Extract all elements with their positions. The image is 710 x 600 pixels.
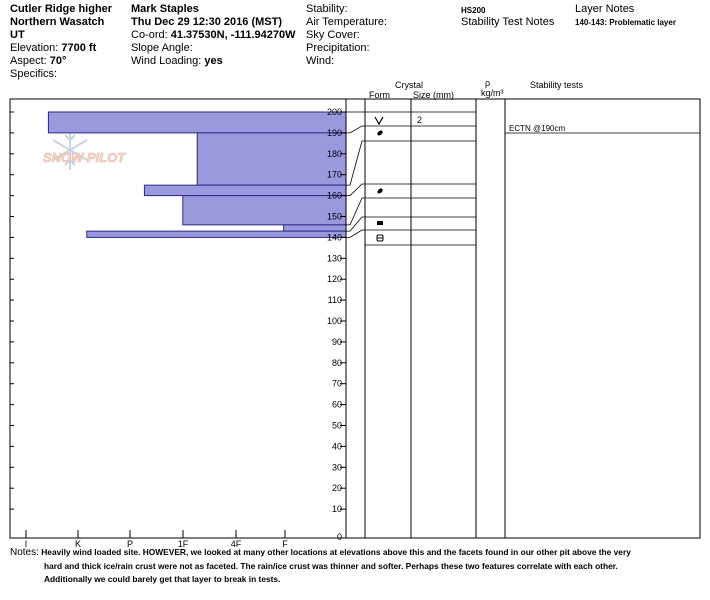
depth-tick-label: 30 bbox=[331, 462, 342, 473]
crystal-header: Crystal bbox=[395, 80, 424, 90]
depth-tick-label: 40 bbox=[331, 441, 342, 452]
stability-tests-header: Stability tests bbox=[530, 80, 584, 90]
layer-connector bbox=[346, 184, 365, 196]
datetime: Thu Dec 29 12:30 2016 (MST) bbox=[131, 16, 283, 28]
notes-section bbox=[10, 546, 708, 587]
depth-tick-label: 0 bbox=[336, 532, 342, 542]
location-line-3: UT bbox=[10, 29, 25, 41]
depth-tick-label: 140 bbox=[326, 232, 342, 243]
location-line-2: Northern Wasatch bbox=[10, 16, 105, 28]
new-snow-glyph bbox=[375, 117, 383, 124]
depth-tick-label: 90 bbox=[331, 336, 342, 347]
size-header: Size (mm) bbox=[413, 90, 454, 100]
stability-label: Stability: bbox=[306, 3, 348, 15]
density-symbol: ρ bbox=[485, 78, 491, 88]
depth-tick-label: 110 bbox=[327, 295, 342, 306]
layer-connector bbox=[346, 198, 365, 225]
coord-label: Co-ord: bbox=[131, 29, 168, 41]
depth-tick-label: 70 bbox=[331, 378, 342, 389]
depth-tick-label: 170 bbox=[326, 169, 342, 180]
wind-label: Wind: bbox=[306, 55, 335, 67]
depth-tick-label: 150 bbox=[326, 211, 342, 222]
layer-connector bbox=[346, 141, 365, 185]
depth-tick-label: 20 bbox=[331, 483, 342, 494]
layer-notes-title: Layer Notes bbox=[575, 3, 635, 15]
stability-result: ECTN @190cm bbox=[509, 124, 566, 133]
wind-loading-label: Wind Loading: bbox=[131, 55, 202, 67]
density-unit: kg/m³ bbox=[481, 88, 504, 98]
hardness-bar bbox=[284, 225, 346, 231]
hardness-bar bbox=[87, 231, 346, 237]
depth-tick-label: 10 bbox=[331, 504, 342, 515]
depth-tick-label: 60 bbox=[331, 399, 342, 410]
hardness-tick-label: 4F bbox=[230, 539, 242, 549]
elevation-value: 7700 ft bbox=[61, 42, 97, 54]
stability-test-notes-title: Stability Test Notes bbox=[461, 16, 555, 28]
form-header: Form bbox=[369, 90, 390, 100]
slope-angle-label: Slope Angle: bbox=[131, 42, 193, 54]
air-temperature-label: Air Temperature: bbox=[306, 16, 388, 28]
rounding-facet-glyph bbox=[376, 188, 383, 195]
observer: Mark Staples bbox=[131, 3, 199, 15]
depth-tick-label: 120 bbox=[326, 274, 342, 285]
hardness-bar bbox=[48, 112, 346, 133]
notes-line-3: Additionally we could barely get that layer to break in tests. bbox=[44, 574, 281, 584]
depth-tick-label: 100 bbox=[326, 316, 342, 326]
hardness-tick-label: K bbox=[74, 539, 82, 549]
depth-tick-label: 130 bbox=[326, 253, 342, 264]
snow-pilot-watermark bbox=[43, 130, 126, 170]
hardness-tick-label: F bbox=[282, 539, 288, 549]
depth-tick-label: 80 bbox=[331, 357, 342, 368]
sky-cover-label: Sky Cover: bbox=[306, 29, 360, 41]
rounding-facet-glyph bbox=[376, 130, 383, 137]
hardness-tick-label: 1F bbox=[177, 539, 189, 549]
melt-freeze-crust-glyph bbox=[377, 221, 383, 225]
aspect-value: 70° bbox=[49, 55, 67, 67]
elevation-label: Elevation: bbox=[10, 42, 59, 54]
precipitation-label: Precipitation: bbox=[306, 42, 370, 54]
specifics-label: Specifics: bbox=[10, 68, 58, 80]
notes-label: Notes: bbox=[10, 547, 39, 558]
layer-connector bbox=[346, 217, 365, 231]
hardness-tick-label: I bbox=[24, 539, 28, 549]
wind-loading-value: yes bbox=[204, 55, 223, 67]
depth-tick-label: 200 bbox=[326, 107, 342, 117]
location-line-1: Cutler Ridge higher bbox=[10, 3, 113, 15]
depth-tick-label: 180 bbox=[326, 148, 342, 159]
coord-value: 41.37530N, -111.94270W bbox=[170, 29, 296, 41]
aspect-label: Aspect: bbox=[10, 55, 47, 67]
hardness-bar bbox=[197, 133, 346, 185]
layer-note: 140-143: Problematic layer bbox=[575, 18, 676, 27]
notes-line-2: hard and thick ice/rain crust were not as faceted. The rain/ice crust was thinner and softer. Perhaps these two features correlate with each other. bbox=[44, 560, 618, 571]
layer-connector bbox=[346, 126, 365, 133]
hardness-bar bbox=[144, 185, 346, 195]
hardness-tick-label: P bbox=[126, 539, 134, 549]
depth-tick-label: 160 bbox=[326, 190, 342, 201]
depth-tick-label: 190 bbox=[326, 127, 342, 138]
snow-height: HS200 bbox=[461, 6, 486, 15]
depth-tick-label: 50 bbox=[331, 420, 342, 431]
hardness-bar bbox=[183, 196, 346, 225]
watermark-text: SNOW PILOT bbox=[42, 150, 126, 165]
notes-line-1: Heavily wind loaded site. HOWEVER, we looked at many other locations at elevations above this and the facets found in our other pit above the very bbox=[41, 547, 631, 557]
layer-table-frame bbox=[346, 99, 700, 538]
crystal-size-value: 2 bbox=[417, 115, 423, 125]
